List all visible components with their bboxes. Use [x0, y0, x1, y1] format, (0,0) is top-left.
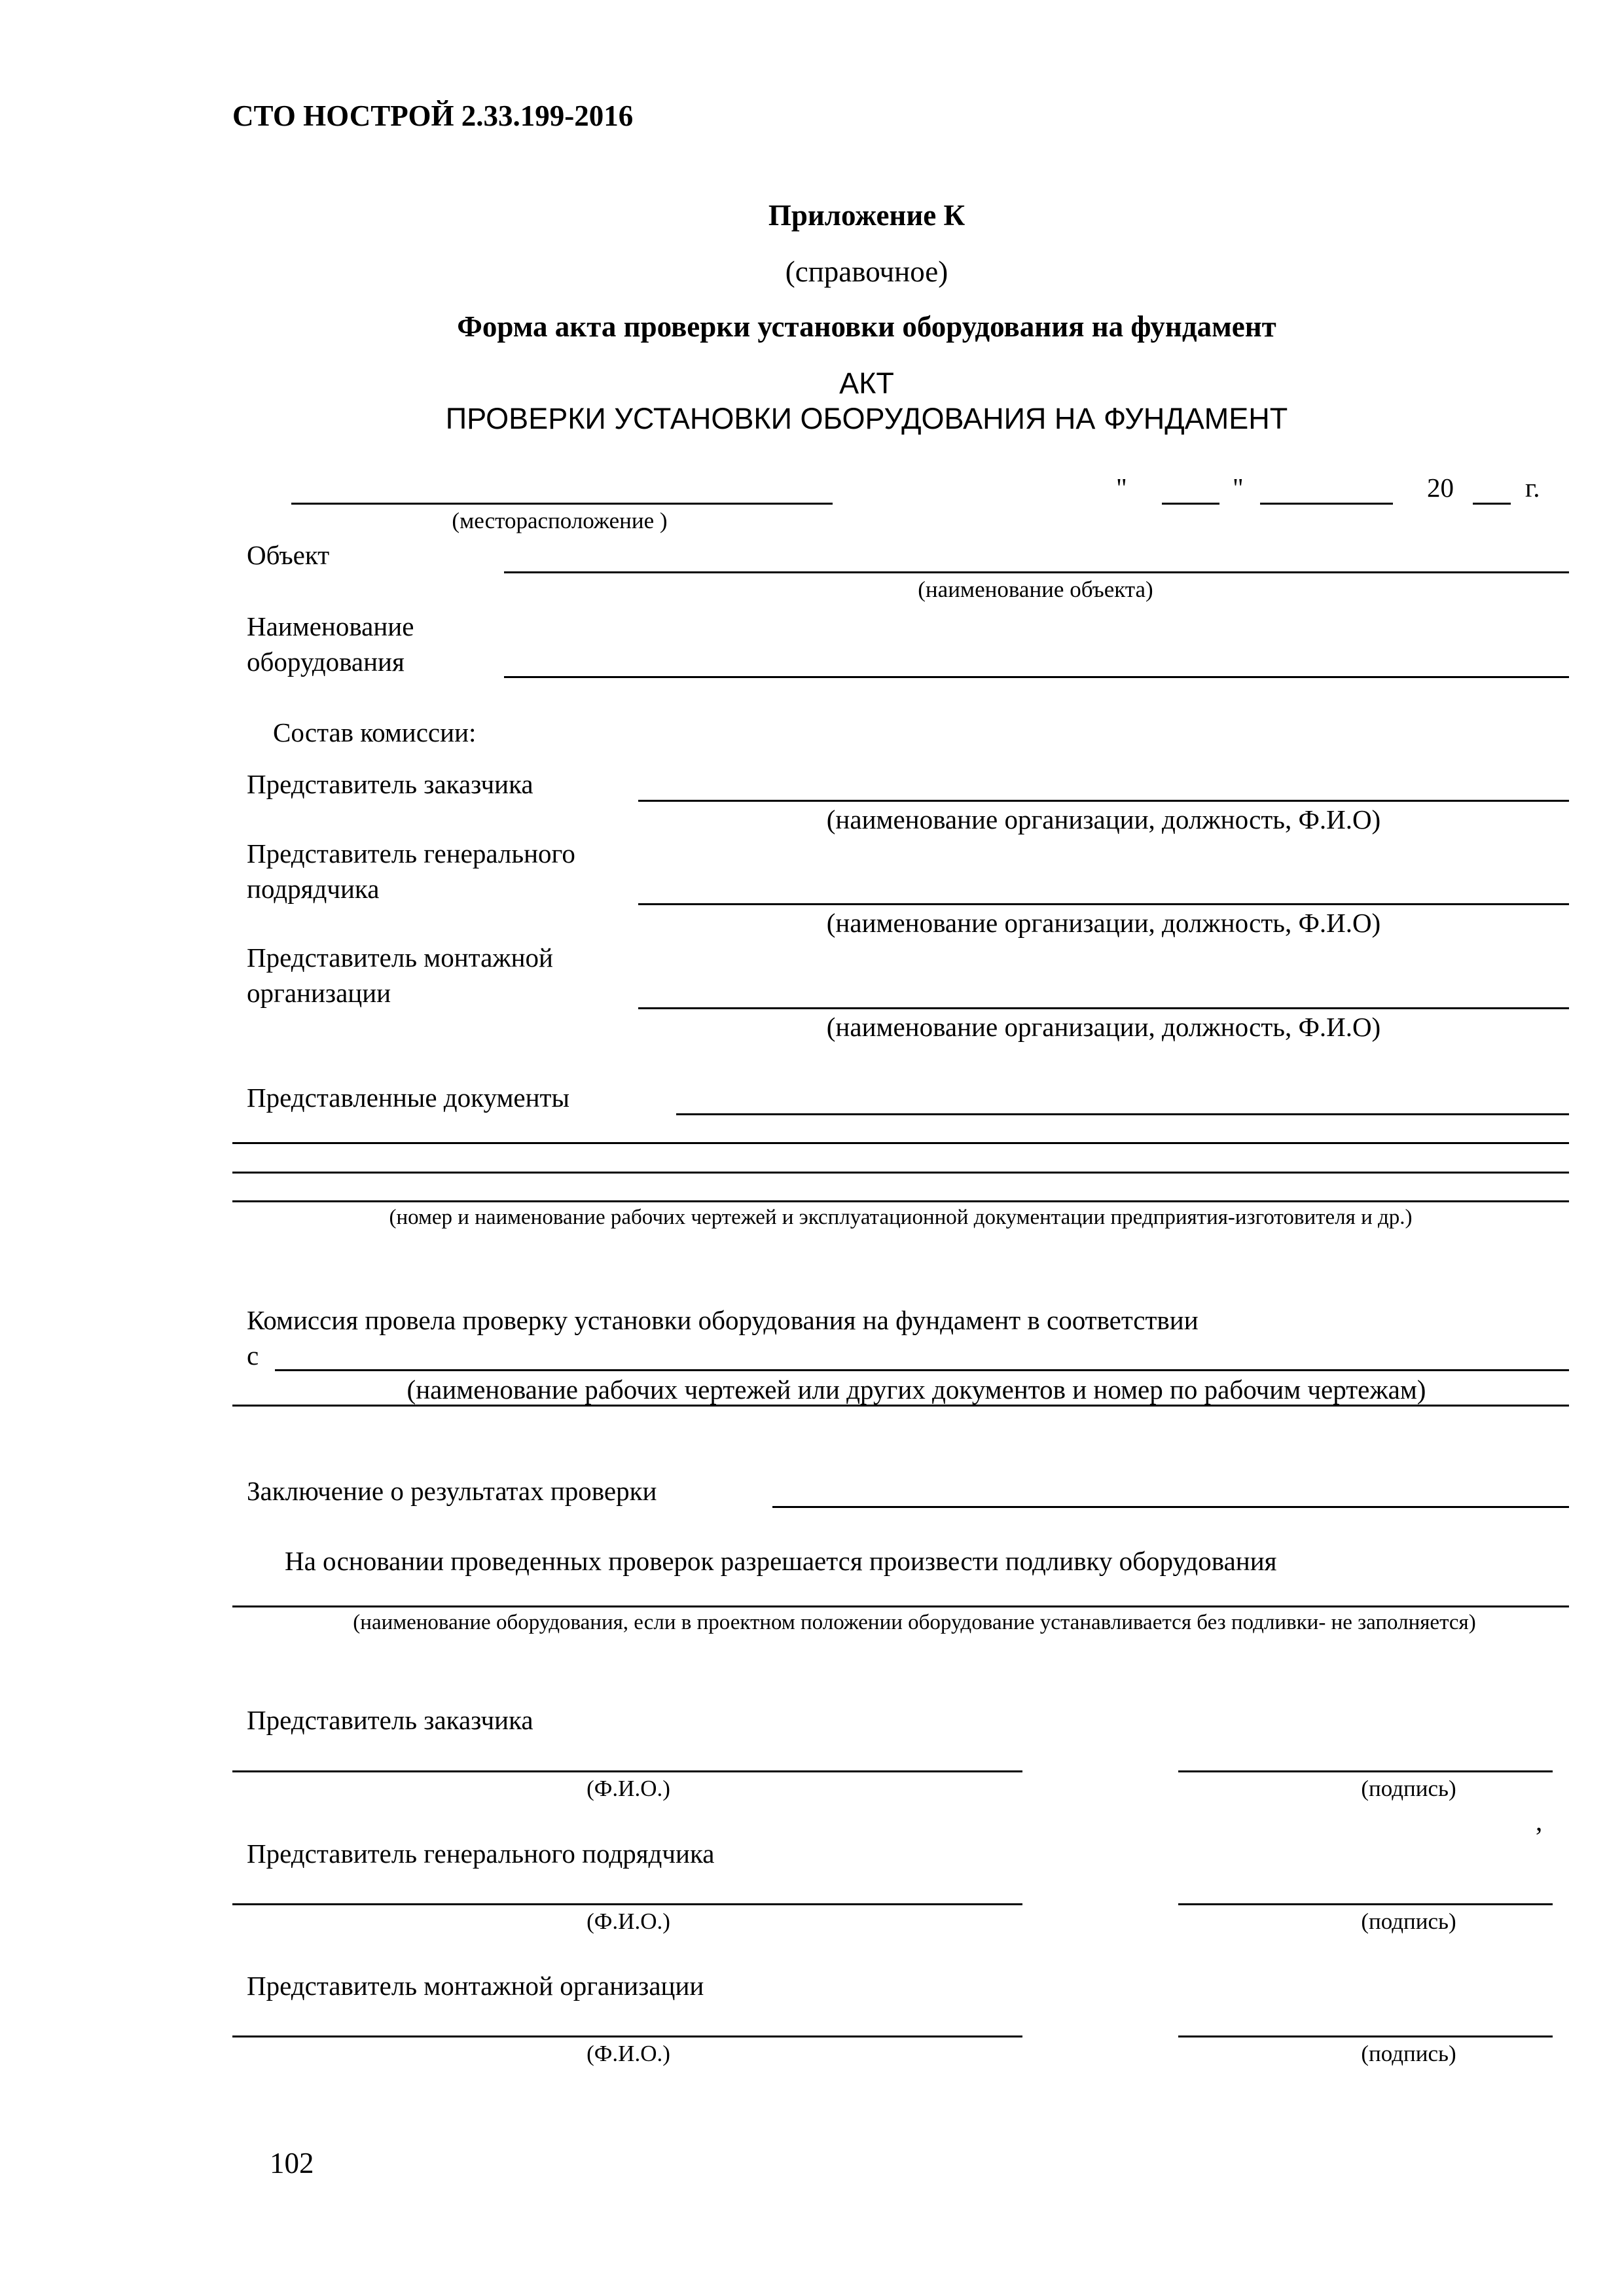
- sign-gen-contractor-signature-line: [1178, 1903, 1553, 1905]
- installer-label-line1: Представитель монтажной: [247, 942, 553, 973]
- year-prefix: 20: [1427, 473, 1454, 503]
- check-line-1: [275, 1369, 1569, 1371]
- appendix-title: Приложение К: [768, 199, 965, 232]
- sign-installer-label: Представитель монтажной организации: [247, 1971, 704, 2001]
- sign-gen-contractor-fio-caption: (Ф.И.О.): [586, 1909, 670, 1934]
- customer-rep-caption: (наименование организации, должность, Ф.И.О): [826, 804, 1381, 834]
- location-line: [291, 503, 833, 505]
- gen-contractor-label-line1: Представитель генерального: [247, 838, 575, 869]
- permission-caption: (наименование оборудования, если в проектном положении оборудование устанавливается без подливки- не заполняется): [353, 1611, 1476, 1634]
- installer-line: [638, 1007, 1569, 1009]
- gen-contractor-caption: (наименование организации, должность, Ф.И.О): [826, 908, 1381, 938]
- sign-customer-signature-caption: (подпись): [1361, 1776, 1456, 1801]
- check-caption: (наименование рабочих чертежей или других документов и номер по рабочим чертежам): [406, 1374, 1426, 1405]
- sign-gen-contractor-signature-caption: (подпись): [1361, 1909, 1456, 1934]
- year-line: [1473, 503, 1511, 505]
- sign-gen-contractor-fio-line: [232, 1903, 1022, 1905]
- permission-line: [232, 1605, 1569, 1607]
- check-text-line2: с: [247, 1340, 259, 1371]
- documents-line-1: [676, 1113, 1569, 1115]
- documents-label: Представленные документы: [247, 1083, 570, 1113]
- customer-rep-line: [638, 800, 1569, 802]
- commission-heading: Состав комиссии:: [273, 717, 477, 747]
- act-subtitle: ПРОВЕРКИ УСТАНОВКИ ОБОРУДОВАНИЯ НА ФУНДАМЕНТ: [445, 402, 1288, 435]
- equipment-label-line1: Наименование: [247, 611, 414, 641]
- day-line: [1162, 503, 1219, 505]
- act-title: АКТ: [839, 367, 894, 400]
- sign-customer-signature-line: [1178, 1770, 1553, 1772]
- conclusion-label: Заключение о результатах проверки: [247, 1476, 657, 1506]
- object-label: Объект: [247, 540, 330, 570]
- sign-customer-label: Представитель заказчика: [247, 1705, 533, 1735]
- object-line: [504, 571, 1569, 573]
- sign-customer-fio-caption: (Ф.И.О.): [586, 1776, 670, 1801]
- date-quote-close: ": [1233, 473, 1244, 503]
- stray-comma-mark: ,: [1536, 1806, 1543, 1837]
- form-title: Форма акта проверки установки оборудования на фундамент: [457, 310, 1276, 343]
- equipment-line: [504, 676, 1569, 678]
- documents-line-4: [232, 1200, 1569, 1202]
- sign-installer-fio-line: [232, 2036, 1022, 2037]
- sign-gen-contractor-label: Представитель генерального подрядчика: [247, 1839, 715, 1869]
- check-text-line1: Комиссия провела проверку установки оборудования на фундамент в соответствии: [247, 1305, 1199, 1335]
- sign-installer-signature-line: [1178, 2036, 1553, 2037]
- gen-contractor-line: [638, 903, 1569, 905]
- documents-line-2: [232, 1142, 1569, 1144]
- installer-caption: (наименование организации, должность, Ф.И.О): [826, 1012, 1381, 1042]
- appendix-kind: (справочное): [785, 255, 948, 288]
- conclusion-line: [772, 1506, 1569, 1508]
- equipment-label-line2: оборудования: [247, 647, 405, 677]
- page-number: 102: [270, 2147, 314, 2179]
- sign-installer-fio-caption: (Ф.И.О.): [586, 2041, 670, 2066]
- standard-code: СТО НОСТРОЙ 2.33.199-2016: [232, 99, 634, 132]
- check-line-2: [232, 1405, 1569, 1407]
- customer-rep-label: Представитель заказчика: [247, 769, 533, 799]
- location-caption: (месторасположение ): [452, 508, 668, 533]
- permission-text: На основании проведенных проверок разрешается произвести подливку оборудования: [285, 1546, 1277, 1576]
- documents-caption: (номер и наименование рабочих чертежей и эксплуатационной документации предприятия-изготовителя и др.): [389, 1206, 1413, 1229]
- date-quote-open: ": [1116, 473, 1127, 503]
- month-line: [1260, 503, 1393, 505]
- gen-contractor-label-line2: подрядчика: [247, 874, 380, 904]
- sign-installer-signature-caption: (подпись): [1361, 2041, 1456, 2066]
- object-caption: (наименование объекта): [918, 577, 1153, 602]
- year-suffix: г.: [1525, 473, 1540, 503]
- sign-customer-fio-line: [232, 1770, 1022, 1772]
- documents-line-3: [232, 1172, 1569, 1174]
- installer-label-line2: организации: [247, 978, 391, 1008]
